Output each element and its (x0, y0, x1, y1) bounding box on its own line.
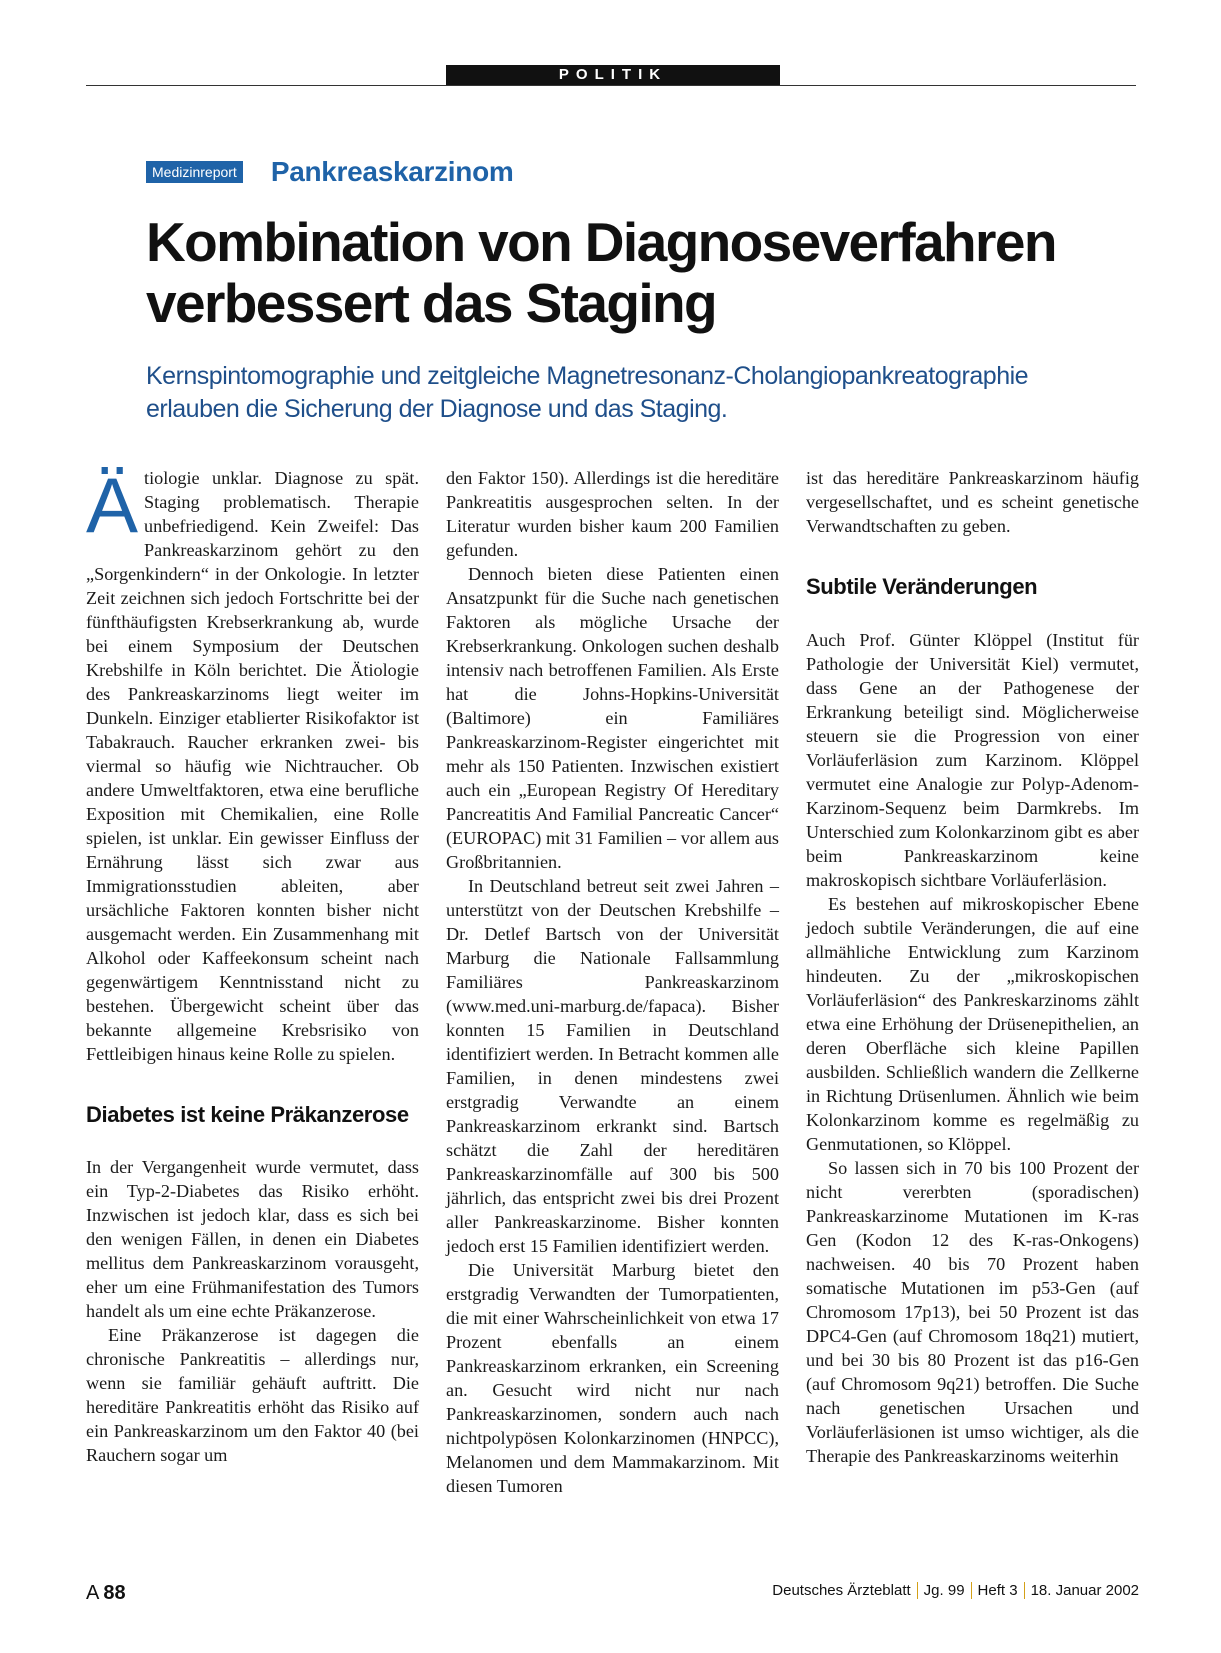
paragraph: Eine Präkanzerose ist dagegen die chronische Pankreatitis – allerdings nur, wenn sie familiär gehäuft auftritt. Die hereditäre Pankreatitis erhöht das Risiko auf ein Pankreaskarzinom um den Faktor 40 (bei Rauchern sogar um (86, 1325, 419, 1465)
divider (971, 1582, 972, 1599)
kicker (146, 156, 514, 188)
paragraph: Die Universität Marburg bietet den erstgradig Verwandten der Tumorpatienten, die mit einer Wahrscheinlichkeit von etwa 17 Prozent ebenfalls an einem Pankreaskarzinom erkranken, ein Screening an. Gesucht wird nicht nur nach Pankreaskarzinomen, sondern auch nach nichtpolypösen Kolonkarzinomen (HNPCC), Melanomen und dem Mammakarzinom. Mit diesen Tumoren (446, 1260, 779, 1496)
page-number (86, 1582, 126, 1605)
paragraph: Dennoch bieten diese Patienten einen Ansatzpunkt für die Suche nach genetischen Faktoren als mögliche Ursache der Krebserkrankung. Onkologen suchen deshalb intensiv nach betroffenen Familien. Als Erste hat die Johns-Hopkins-Universität (Baltimore) ein Familiäres Pankreaskarzinom-Register eingerichtet mit mehr als 150 Patienten. Inzwischen existiert auch ein „European Registry Of Hereditary Pancreatitis And Familial Pancreatic Cancer“ (EUROPAC) mit 31 Familien – vor allem aus Großbritannien. (446, 564, 779, 872)
article-column-3 (806, 466, 1139, 1468)
kicker-tag: Medizinreport (146, 161, 243, 183)
journal-name: Deutsches Ärzteblatt (772, 1582, 911, 1599)
journal-date: 18. Januar 2002 (1030, 1582, 1139, 1599)
journal-volume: Jg. 99 (923, 1582, 965, 1599)
section-heading-subtile: Subtile Veränderungen (806, 574, 1038, 599)
paragraph: In Deutschland betreut seit zwei Jahren – unterstützt von der Deutschen Krebshilfe – Dr. Detlef Bartsch von der Universität Marburg die Nationale Fallsammlung Familiäres Pankreaskarzinom (www.med.uni-marburg.de/fapaca). Bisher konnten 15 Familien in Deutschland identifiziert werden. In Betracht kommen alle Familien, in denen mindestens zwei erstgradig Verwandte an einem Pankreaskarzinom erkrankt sind. Bartsch schätzt die Zahl der hereditären Pankreaskarzinomfälle auf 300 bis 500 jährlich, das entspricht zwei bis drei Prozent aller Pankreaskarzinome. Bisher konnten jedoch erst 15 Familien identifiziert werden. (446, 876, 779, 1256)
masthead (772, 1582, 1139, 1599)
article-column-1 (86, 461, 419, 1467)
top-rule (86, 85, 1136, 86)
paragraph: ist das hereditäre Pankreaskarzinom häufig vergesellschaftet, und es scheint genetische Verwandtschaften zu geben. (806, 468, 1139, 536)
paragraph: In der Vergangenheit wurde vermutet, dass ein Typ-2-Diabetes das Risiko erhöht. Inzwischen ist jedoch klar, dass es sich bei den wenigen Fällen, in denen ein Diabetes mellitus dem Pankreaskarzinom vorausgeht, eher um eine Frühmanifestation des Tumors handelt als um eine echte Präkanzerose. (86, 1157, 419, 1321)
headline-line-2: verbessert das Staging (146, 272, 717, 334)
paragraph: So lassen sich in 70 bis 100 Prozent der nicht vererbten (sporadischen) Pankreaskarzinome Mutationen im K-ras Gen (Kodon 12 des K-ras-Onkogens) nachweisen. 40 bis 70 Prozent haben somatische Mutationen im p53-Gen (auf Chromosom 17p13), bei 50 Prozent ist das DPC4-Gen (auf Chromosom 18q21) mutiert, und bei 30 bis 80 Prozent ist das p16-Gen (auf Chromosom 9q21) betroffen. Die Suche nach genetischen Ursachen und Vorläuferläsionen ist umso wichtiger, als die Therapie des Pankreaskarzinoms weiterhin (806, 1158, 1139, 1466)
headline-line-1: Kombination von Diagnoseverfahren (146, 211, 1056, 273)
headline (146, 212, 1146, 334)
lead-paragraph-text: tiologie unklar. Diagnose zu spät. Staging problematisch. Therapie unbefriedigend. Kein Zweifel: Das Pankreaskarzinom gehört zu den „Sorgenkindern“ in der Onkologie. In letzter Zeit zeichnen sich jedoch Fortschritte bei der fünfthäufigsten Krebserkrankung ab, wurde bei einem Symposium der Deutschen Krebshilfe in Köln berichtet. Die Ätiologie des Pankreaskarzinoms liegt weiter im Dunkeln. Einziger etablierter Risikofaktor ist Tabakrauch. Raucher erkranken zwei- bis viermal so häufig wie Nichtraucher. Ob andere Umweltfaktoren, etwa eine berufliche Exposition mit Chemikalien, eine Rolle spielen, ist unklar. Ein gewisser Einfluss der Ernährung lässt sich zwar aus Immigrationsstudien ableiten, aber ursächliche Faktoren konnten bisher nicht ausgemacht werden. Ein Zusammenhang mit Alkohol oder Kaffeekonsum scheint nach gegenwärtigem Kenntnisstand nicht zu bestehen. Übergewicht scheint über das bekannte allgemeine Krebsrisiko von Fettleibigen hinaus keine Rolle zu spielen. (86, 468, 419, 1064)
subheadline-line-2: erlauben die Sicherung der Diagnose und das Staging. (146, 395, 728, 423)
page-number-prefix: A (86, 1582, 100, 1604)
subheadline-line-1: Kernspintomographie und zeitgleiche Magnetresonanz-Cholangiopankreatographie (146, 362, 1029, 390)
divider (917, 1582, 918, 1599)
kicker-topic: Pankreaskarzinom (270, 156, 514, 187)
subheadline (146, 360, 1146, 426)
article-column-2 (446, 466, 779, 1498)
journal-issue: Heft 3 (977, 1582, 1018, 1599)
paragraph: Auch Prof. Günter Klöppel (Institut für Pathologie der Universität Kiel) vermutet, dass Gene an der Pathogenese der Erkrankung beteiligt sind. Möglicherweise steuern sie die Progression von einer Vorläuferläsion zum Karzinom. Klöppel vermutet eine Analogie zur Polyp-Adenom-Karzinom-Sequenz beim Darmkrebs. Im Unterschied zum Kolonkarzinom gibt es aber beim Pankreaskarzinom keine makroskopisch sichtbare Vorläuferläsion. (806, 630, 1139, 890)
paragraph: Es bestehen auf mikroskopischer Ebene jedoch subtile Veränderungen, die auf eine allmähliche Entwicklung zum Karzinom hindeuten. Zu der „mikroskopischen Vorläuferläsion“ des Pankreskarzinoms zählt etwa eine Erhöhung der Drüsenepithelien, an deren Oberfläche sich kleine Papillen ausbilden. Schließlich wandern die Zellkerne in Richtung Drüsenlumen. Ähnlich wie beim Kolonkarzinom komme es regelmäßig zu Genmutationen, so Klöppel. (806, 894, 1139, 1154)
lead-paragraph (86, 461, 419, 1066)
section-label: POLITIK (446, 65, 780, 85)
section-heading-diabetes: Diabetes ist keine Präkanzerose (86, 1102, 409, 1127)
paragraph: den Faktor 150). Allerdings ist die hereditäre Pankreatitis ausgesprochen selten. In der Literatur wurden bisher kaum 200 Familien gefunden. (446, 468, 779, 560)
divider (1024, 1582, 1025, 1599)
page-number-value: 88 (103, 1582, 126, 1604)
drop-cap: Ä (86, 461, 139, 549)
